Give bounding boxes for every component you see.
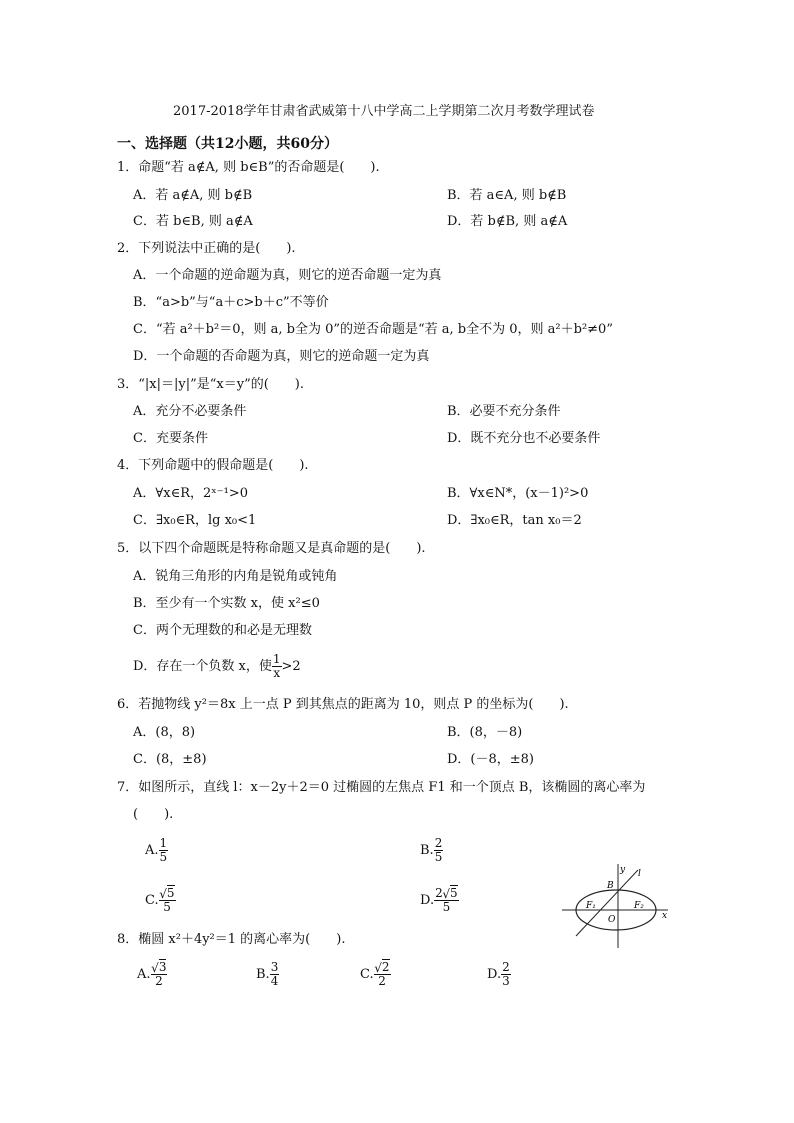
option-label: D. [420, 893, 435, 908]
question-6-option-c: C．(8，±8) [133, 752, 207, 767]
question-8-option-a [137, 958, 167, 992]
question-4-option-c: C．∃x₀∈R，lg x₀<1 [133, 513, 257, 528]
option-label: C. [360, 967, 374, 982]
question-3-option-c: C．充要条件 [133, 431, 208, 446]
option-label: A. [145, 843, 159, 858]
question-4-option-d: D．∃x₀∈R，tan x₀＝2 [447, 513, 582, 528]
question-8-stem: 8．椭圆 x²＋4y²＝1 的离心率为( ). [117, 932, 346, 947]
question-1-stem: 1．命题“若 a∉A, 则 b∈B”的否命题是( ). [117, 160, 380, 175]
fraction [434, 887, 459, 914]
question-4-stem: 4．下列命题中的假命题是( ). [117, 458, 309, 473]
question-7-stem-cont: ( ). [133, 807, 174, 822]
question-4-option-a: A．∀x∈R，2ˣ⁻¹>0 [133, 486, 248, 501]
denominator: 5 [434, 850, 443, 864]
question-5-option-d-tail: >2 [281, 659, 301, 674]
denominator: 5 [442, 900, 451, 914]
question-5-option-d [133, 652, 301, 682]
numerator: 3 [270, 960, 279, 974]
question-1-option-c: C．若 b∈B, 则 a∉A [133, 214, 253, 229]
option-label: B. [420, 843, 434, 858]
question-7-option-d [420, 884, 459, 918]
question-8-option-c [360, 958, 391, 992]
label-l: l [638, 869, 641, 879]
question-5-option-c: C．两个无理数的和必是无理数 [133, 623, 312, 638]
question-7-option-b [420, 834, 443, 868]
question-8-option-d [487, 958, 511, 992]
question-1-option-a: A．若 a∉A, 则 b∉B [133, 188, 253, 203]
question-5-option-d-text: D．存在一个负数 x，使 [133, 659, 272, 674]
fraction [270, 961, 280, 988]
question-1-option-d: D．若 b∉B, 则 a∉A [447, 214, 568, 229]
denominator: 5 [163, 900, 171, 914]
question-2-option-c: C．“若 a²＋b²＝0，则 a, b全为 0”的逆否命题是“若 a, b全不为 0，则 a²＋b²≠0” [133, 322, 613, 337]
option-label: D. [487, 967, 502, 982]
denominator: x [273, 666, 281, 680]
label-origin: O [608, 915, 616, 925]
denominator: 3 [502, 974, 510, 988]
question-2-option-b: B．“a>b”与“a＋c>b＋c”不等价 [133, 295, 329, 310]
fraction [272, 653, 282, 680]
question-5-option-a: A．锐角三角形的内角是锐角或钝角 [133, 569, 338, 584]
denominator: 2 [155, 974, 163, 988]
denominator: 5 [159, 850, 168, 864]
label-x: x [662, 911, 668, 921]
option-label: A. [137, 967, 151, 982]
question-3-option-a: A．充分不必要条件 [133, 404, 247, 419]
question-5-stem: 5．以下四个命题既是特称命题又是真命题的是( ). [117, 541, 426, 556]
fraction [151, 961, 168, 988]
section-heading: 一、选择题（共12小题，共60分） [117, 136, 338, 152]
question-6-stem: 6．若抛物线 y²＝8x 上一点 P 到其焦点的距离为 10，则点 P 的坐标为( ). [117, 697, 569, 712]
fraction [159, 887, 176, 914]
question-2-option-a: A．一个命题的逆命题为真，则它的逆否命题一定为真 [133, 268, 442, 283]
numerator: 1 [159, 836, 168, 850]
question-2-option-d: D．一个命题的否命题为真，则它的逆命题一定为真 [133, 349, 430, 364]
sqrt: √ 5 [450, 885, 457, 900]
option-label: B. [256, 967, 270, 982]
fraction [159, 837, 169, 864]
numerator [374, 961, 391, 975]
coefficient: 2 [435, 886, 443, 900]
question-6-option-b: B．(8，－8) [447, 725, 523, 740]
numerator: 2 [434, 836, 443, 850]
question-3-option-d: D．既不充分也不必要条件 [447, 431, 601, 446]
question-7-stem: 7．如图所示，直线 l：x－2y＋2＝0 过椭圆的左焦点 F1 和一个顶点 B，该椭圆的离心率为 [117, 780, 646, 795]
numerator: 2 [502, 960, 510, 974]
question-7-option-c [145, 884, 176, 918]
fraction [374, 961, 391, 988]
question-6-option-d: D．(－8，±8) [447, 752, 535, 767]
numerator [434, 887, 459, 901]
denominator: 2 [378, 974, 386, 988]
question-4-option-b: B．∀x∈N*，(x－1)²>0 [447, 486, 589, 501]
question-7-option-a [145, 834, 168, 868]
label-f1: F₁ [586, 901, 596, 911]
question-1-option-b: B．若 a∈A, 则 b∉B [447, 188, 567, 203]
question-3-stem: 3．“|x|＝|y|”是“x＝y”的( ). [117, 377, 305, 392]
numerator [159, 887, 176, 901]
page-title: 2017-2018学年甘肃省武威第十八中学高二上学期第二次月考数学理试卷 [173, 104, 595, 119]
sqrt: √ 2 [382, 959, 389, 974]
question-8-option-b [256, 958, 279, 992]
question-2-stem: 2．下列说法中正确的是( ). [117, 241, 296, 256]
numerator [151, 961, 168, 975]
numerator: 1 [272, 652, 281, 666]
label-f2: F₂ [634, 901, 644, 911]
question-5-option-b: B．至少有一个实数 x，使 x²≤0 [133, 596, 320, 611]
option-label: C. [145, 893, 159, 908]
fraction [434, 837, 444, 864]
sqrt: √ 3 [159, 959, 166, 974]
question-6-option-a: A．(8，8) [133, 725, 196, 740]
sqrt: √ 5 [167, 885, 174, 900]
denominator: 4 [270, 974, 279, 988]
ellipse-figure [560, 860, 672, 950]
question-3-option-b: B．必要不充分条件 [447, 404, 561, 419]
label-y: y [620, 865, 626, 875]
label-b: B [607, 881, 614, 891]
fraction [501, 961, 511, 988]
